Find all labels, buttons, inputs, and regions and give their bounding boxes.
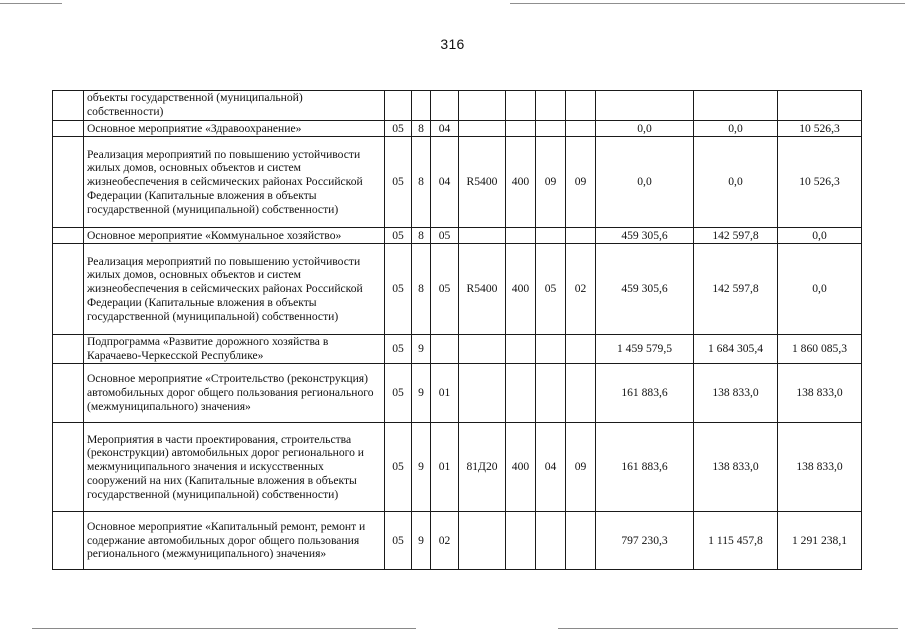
cell-value-3: 138 833,0 [778, 423, 862, 512]
cell-value-3: 1 860 085,3 [778, 335, 862, 364]
cell-value-3: 138 833,0 [778, 364, 862, 423]
cell-code-4 [459, 512, 506, 570]
table-row [53, 91, 862, 121]
cell-code-1: 05 [385, 228, 412, 244]
cell-code-3 [431, 335, 459, 364]
cell-value-1: 161 883,6 [596, 423, 694, 512]
cell-code-4 [459, 121, 506, 137]
cell-value-2: 142 597,8 [694, 244, 778, 335]
cell-code-1: 05 [385, 244, 412, 335]
cell-value-2: 0,0 [694, 121, 778, 137]
cell-code-5 [506, 228, 536, 244]
cell-code-2: 8 [412, 228, 431, 244]
cell-value-2: 138 833,0 [694, 364, 778, 423]
row-name: Основное мероприятие «Строительство (реконструкция) автомобильных дорог общего пользования регионального (межмуниципального) значения» [84, 364, 385, 423]
cell-value-1: 0,0 [596, 121, 694, 137]
cell-value-3: 1 291 238,1 [778, 512, 862, 570]
table-cell-blank [53, 364, 84, 423]
cell-code-3: 01 [431, 423, 459, 512]
cell-code-2: 8 [412, 121, 431, 137]
table-cell-blank [53, 512, 84, 570]
cell-code-6: 04 [536, 423, 566, 512]
table-row [53, 121, 862, 137]
cell-value-3: 10 526,3 [778, 137, 862, 228]
table-row [53, 423, 862, 512]
cell-code-2: 9 [412, 423, 431, 512]
cell-code-6 [536, 512, 566, 570]
cell-code-7: 09 [566, 423, 596, 512]
cell-code-7 [566, 91, 596, 121]
table-row [53, 335, 862, 364]
cell-code-6 [536, 364, 566, 423]
cell-code-7 [566, 335, 596, 364]
cell-code-1: 05 [385, 121, 412, 137]
cell-code-3: 05 [431, 228, 459, 244]
cell-code-7 [566, 364, 596, 423]
cell-value-1: 459 305,6 [596, 228, 694, 244]
cell-value-1: 459 305,6 [596, 244, 694, 335]
cell-value-1: 0,0 [596, 137, 694, 228]
cell-code-3: 04 [431, 137, 459, 228]
scan-bottom-rule-right [558, 628, 898, 629]
cell-code-5 [506, 91, 536, 121]
row-name: Реализация мероприятий по повышению устойчивости жилых домов, основных объектов и систем жизнеобеспечения в сейсмических районах Российской Федерации (Капитальные вложения в объекты государственной (муниципальной) собственности) [84, 137, 385, 228]
cell-code-2: 9 [412, 364, 431, 423]
scan-top-rule-left [0, 3, 62, 4]
cell-value-2 [694, 91, 778, 121]
cell-code-2: 9 [412, 335, 431, 364]
cell-code-1: 05 [385, 335, 412, 364]
cell-value-3: 0,0 [778, 244, 862, 335]
cell-value-1 [596, 91, 694, 121]
table-row [53, 137, 862, 228]
row-name: Основное мероприятие «Капитальный ремонт, ремонт и содержание автомобильных дорог общего пользования регионального (межмуниципального) значения» [84, 512, 385, 570]
cell-code-2 [412, 91, 431, 121]
cell-code-5: 400 [506, 244, 536, 335]
cell-value-3: 0,0 [778, 228, 862, 244]
cell-value-1: 797 230,3 [596, 512, 694, 570]
row-name: Основное мероприятие «Здравоохранение» [84, 121, 385, 137]
row-name: Реализация мероприятий по повышению устойчивости жилых домов, основных объектов и систем жизнеобеспечения в сейсмических районах Российской Федерации (Капитальные вложения в объекты государственной (муниципальной) собственности) [84, 244, 385, 335]
cell-value-2: 1 684 305,4 [694, 335, 778, 364]
table-cell-blank [53, 228, 84, 244]
scan-bottom-rule-left [32, 628, 416, 629]
table-cell-blank [53, 91, 84, 121]
cell-code-5 [506, 364, 536, 423]
cell-code-7: 02 [566, 244, 596, 335]
cell-code-2: 8 [412, 137, 431, 228]
budget-table [52, 90, 862, 570]
cell-code-4 [459, 364, 506, 423]
row-name: объекты государственной (муниципальной) собственности) [84, 91, 385, 121]
cell-code-4 [459, 228, 506, 244]
cell-value-2: 1 115 457,8 [694, 512, 778, 570]
cell-code-6: 05 [536, 244, 566, 335]
cell-code-5: 400 [506, 137, 536, 228]
cell-code-1: 05 [385, 137, 412, 228]
cell-code-5 [506, 121, 536, 137]
cell-code-3 [431, 91, 459, 121]
cell-code-4: R5400 [459, 244, 506, 335]
cell-code-2: 9 [412, 512, 431, 570]
cell-value-1: 1 459 579,5 [596, 335, 694, 364]
cell-code-4: R5400 [459, 137, 506, 228]
cell-code-1: 05 [385, 364, 412, 423]
cell-value-2: 142 597,8 [694, 228, 778, 244]
row-name: Мероприятия в части проектирования, строительства (реконструкции) автомобильных дорог регионального и межмуниципального значения и искусственных сооружений на них (Капитальные вложения в объекты государственной (муниципальной) собственности) [84, 423, 385, 512]
table-row [53, 364, 862, 423]
cell-code-4 [459, 91, 506, 121]
cell-code-6 [536, 335, 566, 364]
row-name: Подпрограмма «Развитие дорожного хозяйства в Карачаево-Черкесской Республике» [84, 335, 385, 364]
cell-code-2: 8 [412, 244, 431, 335]
cell-code-1 [385, 91, 412, 121]
table-cell-blank [53, 423, 84, 512]
table-cell-blank [53, 137, 84, 228]
cell-code-3: 05 [431, 244, 459, 335]
cell-value-2: 0,0 [694, 137, 778, 228]
table-row [53, 244, 862, 335]
cell-code-5 [506, 335, 536, 364]
page-number: 316 [440, 36, 465, 52]
cell-code-7 [566, 512, 596, 570]
cell-code-7: 09 [566, 137, 596, 228]
cell-code-5: 400 [506, 423, 536, 512]
cell-code-3: 01 [431, 364, 459, 423]
cell-code-6 [536, 121, 566, 137]
cell-code-1: 05 [385, 423, 412, 512]
cell-value-3: 10 526,3 [778, 121, 862, 137]
table-row [53, 228, 862, 244]
cell-code-6: 09 [536, 137, 566, 228]
cell-code-3: 02 [431, 512, 459, 570]
table-cell-blank [53, 335, 84, 364]
cell-code-4: 81Д20 [459, 423, 506, 512]
row-name: Основное мероприятие «Коммунальное хозяйство» [84, 228, 385, 244]
table-row [53, 512, 862, 570]
cell-code-7 [566, 121, 596, 137]
table-cell-blank [53, 121, 84, 137]
cell-code-7 [566, 228, 596, 244]
cell-value-3 [778, 91, 862, 121]
scan-top-rule-right [510, 3, 905, 4]
cell-value-1: 161 883,6 [596, 364, 694, 423]
table-cell-blank [53, 244, 84, 335]
cell-code-3: 04 [431, 121, 459, 137]
cell-code-4 [459, 335, 506, 364]
cell-value-2: 138 833,0 [694, 423, 778, 512]
cell-code-1: 05 [385, 512, 412, 570]
cell-code-5 [506, 512, 536, 570]
cell-code-6 [536, 228, 566, 244]
cell-code-6 [536, 91, 566, 121]
